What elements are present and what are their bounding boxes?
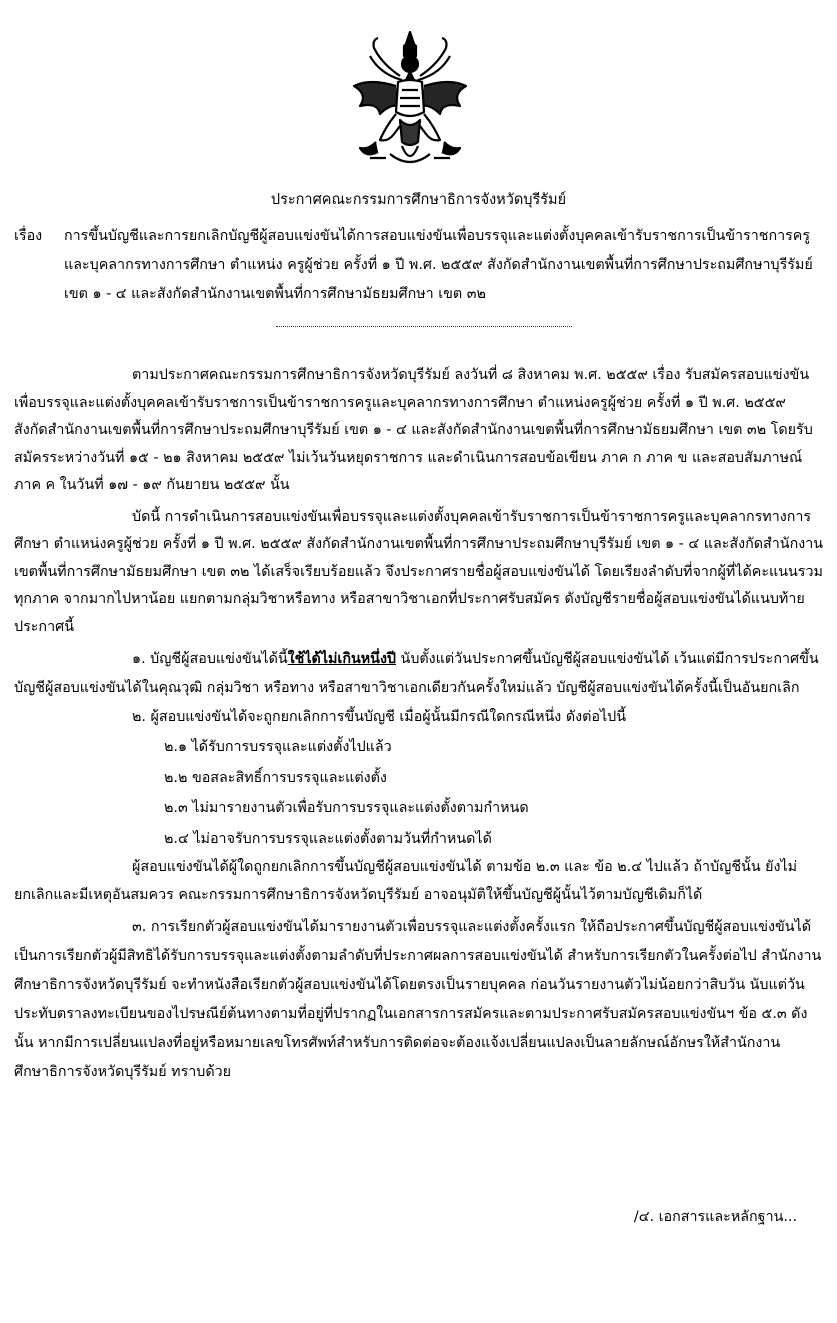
paragraph-reference-text: ตามประกาศคณะกรรมการศึกษาธิการจังหวัดบุรีรัมย์ ลงวันที่ ๘ สิงหาคม พ.ศ. ๒๕๕๙ เรื่อง รับสมัครสอบแข่งขันเพื่อบรรจุและแต่งตั้งบุคคลเข้ารับราชการเป็นข้าราชการครูและบุคลากรทางการศึกษา ตำแหน่งครูผู้ช่วย ครั้งที่ ๑ ปี พ.ศ. ๒๕๕๙ สังกัดสำนักงานเขตพื้นที่การศึกษาประถมศึกษาบุรีรัมย์ เขต ๑ - ๔ และสังกัดสำนักงานเขตพื้นที่การศึกษามัธยมศึกษา เขต ๓๒ โดยรับสมัครระหว่างวันที่ ๑๕ - ๒๑ สิงหาคม ๒๕๕๙ ไม่เว้นวันหยุดราชการ และดำเนินการสอบข้อเขียน ภาค ก ภาค ข และสอบสัมภาษณ์ ภาค ค ในวันที่ ๑๗ - ๑๙ กันยายน ๒๕๕๙ นั้น — [14, 367, 813, 493]
item-1-pre: ๑. บัญชีผู้สอบแข่งขันได้นี้ — [132, 651, 288, 667]
sub-item-2-4: ๒.๔ ไม่อาจรับการบรรจุและแต่งตั้งตามวันที่กำหนดได้ — [164, 830, 492, 847]
garuda-emblem-icon — [350, 30, 470, 170]
subject-label: เรื่อง — [14, 228, 43, 244]
item-1-emphasis: ใช้ได้ไม่เกินหนึ่งปี — [287, 651, 396, 667]
document-body — [14, 362, 824, 1087]
item-1 — [14, 645, 824, 703]
item-3-text: ๓. การเรียกตัวผู้สอบแข่งขันได้มารายงานตัวเพื่อบรรจุและแต่งตั้งครั้งแรก ให้ถือประกาศขึ้นบัญชีผู้สอบแข่งขันได้เป็นการเรียกตัวผู้มีสิทธิได้รับการบรรจุและแต่งตั้งตามลำดับที่ประกาศผลการสอบแข่งขันได้ สำหรับการเรียกตัวในครั้งต่อไป สำนักงานศึกษาธิการจังหวัดบุรีรัมย์ จะทำหนังสือเรียกตัวผู้สอบแข่งขันได้โดยตรงเป็นรายบุคคล ก่อนวันรายงานตัวไม่น้อยกว่าสิบวัน นับแต่วันประทับตราลงทะเบียนของไปรษณีย์ต้นทางตามที่อยู่ที่ปรากฏในเอกสารการสมัครและตามประกาศรับสมัครสอบแข่งขันฯ ข้อ ๕.๓ ดังนั้น หากมีการเปลี่ยนแปลงที่อยู่หรือหมายเลขโทรศัพท์สำหรับการติดต่อจะต้องแจ้งเปลี่ยนแปลงเป็นลายลักษณ์อักษรให้สำนักงานศึกษาธิการจังหวัดบุรีรัมย์ ทราบด้วย — [14, 919, 822, 1080]
subject-block — [14, 222, 824, 309]
item-2 — [14, 703, 824, 732]
dotted-divider — [276, 326, 572, 327]
sub-item-2-2: ๒.๒ ขอสละสิทธิ์การบรรจุและแต่งตั้ง — [164, 769, 387, 786]
item-1-post: นับตั้งแต่วันประกาศขึ้นบัญชีผู้สอบแข่งขันได้ เว้นแต่มีการประกาศขึ้นบัญชีผู้สอบแข่งขันได้ในคุณวุฒิ กลุ่มวิชา หรือทาง หรือสาขาวิชาเอกเดียวกันครั้งใหม่แล้ว บัญชีผู้สอบแข่งขันได้ครั้งนี้เป็นอันยกเลิก — [14, 651, 819, 696]
item-3 — [14, 913, 824, 1087]
paragraph-cancellation-note — [14, 854, 824, 909]
paragraph-cancellation-text: ผู้สอบแข่งขันได้ผู้ใดถูกยกเลิกการขึ้นบัญชีผู้สอบแข่งขันได้ ตามข้อ ๒.๓ และ ข้อ ๒.๔ ไปแล้ว ถ้าบัญชีนั้น ยังไม่ยกเลิกและมีเหตุอันสมควร คณะกรรมการศึกษาธิการจังหวัดบุรีรัมย์ อาจอนุมัติให้ขึ้นบัญชีผู้นั้นไว้ตามบัญชีเดิมก็ได้ — [14, 859, 798, 903]
announcement-title: ประกาศคณะกรรมการศึกษาธิการจังหวัดบุรีรัมย์ — [270, 192, 567, 208]
subject-text: การขึ้นบัญชีและการยกเลิกบัญชีผู้สอบแข่งขันได้การสอบแข่งขันเพื่อบรรจุและแต่งตั้งบุคคลเข้ารับราชการเป็นข้าราชการครูและบุคลากรทางการศึกษา ตำแหน่ง ครูผู้ช่วย ครั้งที่ ๑ ปี พ.ศ. ๒๕๕๙ สังกัดสำนักงานเขตพื้นที่การศึกษาประถมศึกษาบุรีรัมย์ เขต ๑ - ๔ และสังกัดสำนักงานเขตพื้นที่การศึกษามัธยมศึกษา เขต ๓๒ — [64, 228, 813, 302]
paragraph-reference — [14, 362, 824, 500]
paragraph-announcement-text: บัดนี้ การดำเนินการสอบแข่งขันเพื่อบรรจุและแต่งตั้งบุคคลเข้ารับราชการเป็นข้าราชการครูและบุคลากรทางการศึกษา ตำแหน่งครูผู้ช่วย ครั้งที่ ๑ ปี พ.ศ. ๒๕๕๙ สังกัดสำนักงานเขตพื้นที่การศึกษาประถมศึกษาบุรีรัมย์ เขต ๑ - ๔ และสังกัดสำนักงานเขตพื้นที่การศึกษามัธยมศึกษา เขต ๓๒ ได้เสร็จเรียบร้อยแล้ว จึงประกาศรายชื่อผู้สอบแข่งขันได้ โดยเรียงลำดับที่จากผู้ที่ได้คะแนนรวมทุกภาค จากมากไปหาน้อย แยกตามกลุ่มวิชาหรือทาง หรือสาขาวิชาเอกที่ประกาศรับสมัคร ดังบัญชีรายชื่อผู้สอบแข่งขันได้แนบท้ายประกาศนี้ — [14, 508, 824, 635]
item-2-text: ๒. ผู้สอบแข่งขันได้จะถูกยกเลิกการขึ้นบัญชี เมื่อผู้นั้นมีกรณีใดกรณีหนึ่ง ดังต่อไปนี้ — [132, 709, 626, 725]
sub-item-2-3: ๒.๓ ไม่มารายงานตัวเพื่อรับการบรรจุและแต่งตั้งตามกำหนด — [164, 800, 529, 816]
sub-item-2-1: ๒.๑ ได้รับการบรรจุและแต่งตั้งไปแล้ว — [164, 739, 392, 755]
paragraph-announcement — [14, 504, 824, 642]
continuation-note: /๔. เอกสารและหลักฐาน... — [633, 1209, 797, 1225]
